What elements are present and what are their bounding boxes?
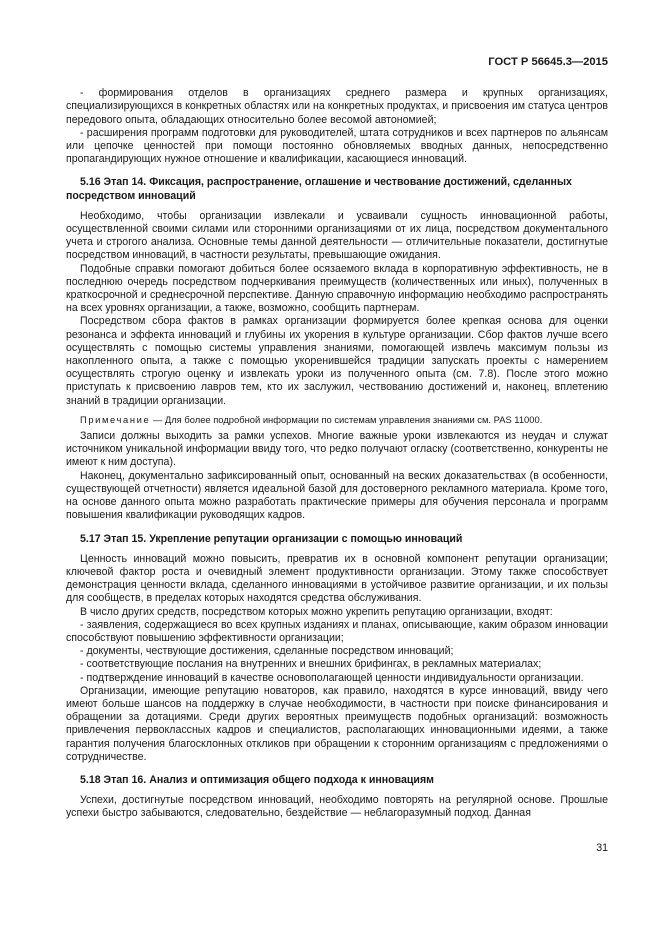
- list-item: - заявления, содержащиеся во всех крупных изданиях и планах, описывающие, каким образом инновации способствуют повышению эффективности организации;: [66, 618, 608, 644]
- document-id: ГОСТ Р 56645.3—2015: [488, 56, 608, 68]
- paragraph: Посредством сбора фактов в рамках организации формируется более крепкая основа для оценки резонанса и эффекта инноваций и глубины их укорения в культуре организации. Сбор фактов лучше всего осуществлять с помощью системы управления знаниями, помогающей извлечь максимум пользы из накопленного опыта, а также с помощью укоренившейся традиции запускать проекты с намерением осуществлять строгую оценку и извлекать уроки из полученного опыта (см. 7.8). После этого можно приступать к присвоению лавров тем, кто их заслужил, чествованию достижений и, наконец, вплетению знаний в традиции организации.: [66, 315, 608, 407]
- paragraph: Ценность инноваций можно повысить, превратив их в основной компонент репутации организации; ключевой фактор роста и очевидный элемент продуктивности организации. Этому также способствует демонстрация ценности вклада, сделанного инновациями в устойчивое развитие организации, и их пользы для сообществ, в пределах которых находятся средства обслуживания.: [66, 552, 608, 605]
- section-heading-5-17: 5.17 Этап 15. Укрепление репутации организации с помощью инноваций: [80, 532, 463, 545]
- list-item: - документы, чествующие достижения, сделанные посредством инноваций;: [80, 645, 454, 658]
- paragraph: Успехи, достигнутые посредством инноваций, необходимо повторять на регулярной основе. Прошлые успехи быстро забываются, следовательно, бездействие — неблагоразумный подход. Данная: [66, 794, 608, 820]
- section-heading-5-16: 5.16 Этап 14. Фиксация, распространение, оглашение и чествование достижений, сделанных посредством инноваций: [66, 176, 572, 202]
- paragraph: Организации, имеющие репутацию новаторов, как правило, находятся в курсе инноваций, ввиду чего имеют больше шансов на поддержку в случае необходимости, в частности при поиске финансирования и обращении за дотациями. Среди других вероятных преимуществ подобных организаций: возможность привлечения первоклассных кадров и специалистов, располагающих инновационными идеями, а также гарантия получения благосклонных откликов при обращении к сторонним организациям с предложениями о сотрудничестве.: [66, 684, 608, 763]
- intro-paragraph-2: - расширения программ подготовки для руководителей, штата сотрудников и всех партнеров по альянсам или цепочке ценностей при помощи постоянно обновляемых вводных данных, непосредственно пропагандирующих нужное отношение и квалификации, касающиеся инноваций.: [66, 126, 608, 166]
- list-item: - соответствующие послания на внутренних и внешних брифингах, в рекламных материалах;: [80, 658, 542, 671]
- list-item: - подтверждение инноваций в качестве основополагающей ценности индивидуальности организации.: [80, 671, 584, 684]
- paragraph: Подобные справки помогают добиться более осязаемого вклада в корпоративную эффективность, не в последнюю очередь посредством подчеркивания преимуществ (количественных или иных), полученных в краткосрочной и среднесрочной перспективе. Данную справочную информацию необходимо распространять на всех уровнях организации, а также, возможно, сообщить партнерам.: [66, 262, 608, 315]
- page-number: 31: [596, 842, 608, 854]
- paragraph: Наконец, документально зафиксированный опыт, основанный на веских доказательствах (в особенности, существующей отчетности) является идеальной базой для достоверного рекламного материала. Кроме того, на основе данного опыта можно разработать практические примеры для обучения персонала и программ повышения квалификации руководящих кадров.: [66, 469, 608, 522]
- note: [66, 413, 608, 426]
- paragraph: В число других средств, посредством которых можно укрепить репутацию организации, входят:: [80, 605, 553, 618]
- paragraph: Необходимо, чтобы организации извлекали и усваивали сущность инновационной работы, осуществленной своими силами или сторонними организациями от их лица, посредством документального учета и строгого анализа. Основные темы данной деятельности — отличительные показатели, достигнутые посредством инноваций, в частности результаты, превышающие ожидания.: [66, 209, 608, 262]
- section-heading-5-18: 5.18 Этап 16. Анализ и оптимизация общего подхода к инновациям: [80, 773, 434, 786]
- note-text: — Для более подробной информации по системам управления знаниями см. PAS 11000.: [150, 413, 543, 425]
- paragraph: Записи должны выходить за рамки успехов. Многие важные уроки извлекаются из неудач и служат источником уникальной информации ввиду того, что редко получают огласку (соответственно, конкуренты не имеют к ним доступа).: [66, 430, 608, 469]
- intro-paragraph-1: - формирования отделов в организациях среднего размера и крупных организациях, специализирующихся в конкретных областях или на конкретных продуктах, и присвоения им статуса центров передового опыта, обладающих относительно более весомой автономией;: [66, 87, 608, 126]
- note-label: Примечание: [80, 413, 151, 425]
